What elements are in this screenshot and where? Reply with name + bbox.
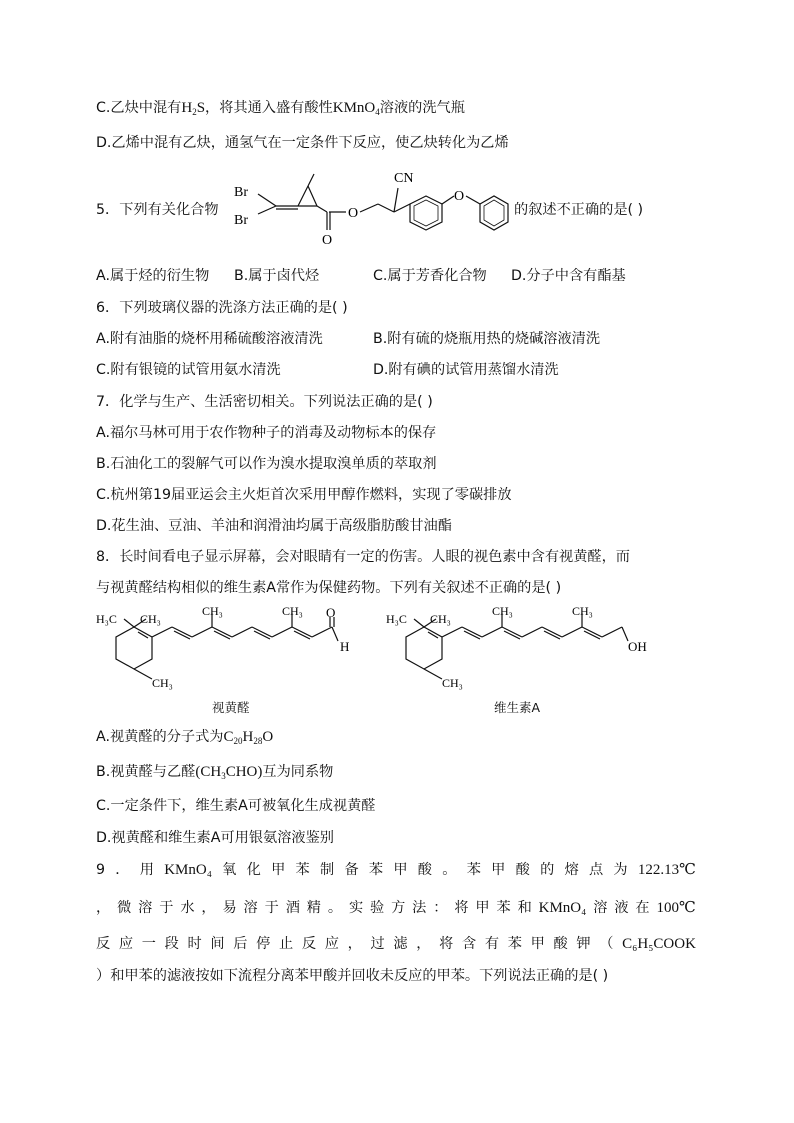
retinal-label-h: H	[340, 639, 350, 654]
q9-l3-t17: 有	[484, 936, 500, 952]
q9-l1-t18: 熔	[564, 862, 579, 878]
q9-l1-t2: 用	[139, 862, 154, 878]
q9-l2-t24: 在	[635, 900, 650, 916]
q9-l3-t5: 间	[210, 936, 225, 952]
q9-l3-t11: ，	[347, 936, 362, 952]
q9-l1-t10: 苯	[368, 862, 384, 878]
q9-l3-t12: 过	[370, 936, 385, 952]
q9-l3-t9: 反	[301, 936, 317, 952]
q7-option-c: C.杭州第19届亚运会主火炬首次采用甲醇作燃料，实现了零碳排放	[96, 487, 512, 503]
q9-l3-t0: 反	[96, 936, 111, 952]
q9-l3-t20: 酸	[553, 936, 568, 952]
mol-label-o-ester: O	[348, 206, 359, 221]
q9-l1-t21: 122.13℃	[637, 862, 696, 878]
q9-l1-t7: 苯	[295, 862, 310, 878]
q9-l3-t10: 应	[324, 936, 339, 952]
q4-option-c: C.乙炔中混有$H_2S$，将其通入盛有酸性KMnO$_4$溶液的洗气瓶	[96, 100, 465, 117]
q9-l2-t1: 微	[117, 900, 132, 916]
mol-label-cn: CN	[394, 171, 414, 186]
q9-l2-t18: 甲	[475, 900, 490, 916]
q6-option-c: C.附有银镜的试管用氨水清洗	[96, 362, 281, 378]
q9-l3-t14: ，	[416, 936, 431, 952]
q9-l2-t6: 易	[222, 900, 237, 916]
q9-l1-t13: 。	[442, 862, 457, 878]
mol-label-br2: Br	[234, 213, 248, 228]
q9-l2-t4: 水	[180, 900, 195, 916]
q8-option-b: B.视黄醛与乙醛$(CH_3CHO)$互为同系物	[96, 764, 334, 781]
q9-l3-t8: 止	[279, 936, 294, 952]
mol-label-o-keto: O	[322, 233, 333, 248]
q9-l3-t18: 苯	[507, 936, 522, 952]
q9-l3-t16: 含	[462, 936, 477, 952]
q9-l3-t13: 滤	[393, 936, 408, 952]
q9-l3-t21: 钾	[576, 936, 591, 952]
q9-l2-t3: 于	[159, 900, 174, 916]
q9-l2-t14: 方	[391, 900, 406, 916]
retinal-label-o: O	[326, 605, 336, 620]
q9-l2-t2: 溶	[138, 900, 153, 916]
q9-l2-t9: 酒	[285, 900, 300, 916]
q9-l2-t13: 验	[370, 900, 385, 916]
q9-line2	[96, 898, 696, 918]
q9-l1-t4: 氧	[222, 862, 237, 878]
retinal-label-ch3a: CH₃	[140, 612, 161, 626]
q9-l1-t15: 甲	[491, 862, 506, 878]
q9-l2-t25: 100℃	[656, 900, 696, 916]
mol-label-o-ether: O	[454, 189, 465, 204]
q9-l1-t17: 的	[540, 862, 555, 878]
q9-l1-t3: KMnO₄	[164, 862, 212, 878]
q9-l3-t19: 甲	[530, 936, 545, 952]
q9-l2-t22: 溶	[593, 900, 608, 916]
q6-option-a: A.附有油脂的烧杯用稀硫酸溶液清洗	[96, 331, 323, 347]
vitamin-a-label-ch3a: CH₃	[430, 612, 451, 626]
q8-option-a: A.视黄醛的分子式为$C_{20}H_{28}O$	[96, 729, 274, 746]
q9-l2-t10: 精	[306, 900, 321, 916]
q9-l2-t17: 将	[454, 900, 469, 916]
q9-l3-t22: （	[599, 936, 614, 952]
q9-l1-t14: 苯	[466, 862, 481, 878]
q9-l1-t19: 点	[588, 862, 604, 878]
q9-l1-t1: ．	[115, 862, 130, 878]
q5-option-d: D.分子中含有酯基	[511, 268, 626, 284]
q8-stem-line1: 8．长时间看电子显示屏幕，会对眼睛有一定的伤害。人眼的视色素中含有视黄醛，而	[96, 549, 630, 565]
mol-label-br1: Br	[234, 185, 248, 200]
retinal-label-ch3b: CH₃	[152, 676, 173, 690]
q8-stem-line2: 与视黄醛结构相似的维生素A常作为保健药物。下列有关叙述不正确的是( )	[96, 580, 562, 596]
q9-l2-t8: 于	[264, 900, 279, 916]
q6-option-b: B.附有硫的烧瓶用热的烧碱溶液清洗	[373, 331, 601, 347]
q9-l2-t5: ，	[201, 900, 216, 916]
q6-option-d: D.附有碘的试管用蒸馏水清洗	[373, 362, 559, 378]
retinal-label-ch3d: CH₃	[282, 605, 303, 618]
q9-l2-t16: ：	[433, 900, 448, 916]
q9-l3-t15: 将	[439, 936, 454, 952]
vitamin-a-structure	[384, 605, 664, 695]
q5-stem-end: 的叙述不正确的是( )	[514, 202, 644, 218]
vitamin-a-label-ch3d: CH₃	[572, 605, 593, 618]
q9-l2-t21: KMnO₄	[538, 900, 587, 916]
q9-line1	[96, 860, 696, 880]
q7-option-b: B.石油化工的裂解气可以作为溴水提取溴单质的萃取剂	[96, 456, 437, 472]
q9-l2-t20: 和	[517, 900, 532, 916]
q7-stem: 7．化学与生产、生活密切相关。下列说法正确的是( )	[96, 394, 433, 410]
q8-option-c: C.一定条件下，维生素A可被氧化生成视黄醛	[96, 798, 376, 814]
q9-l2-t0: ，	[96, 900, 111, 916]
q5-option-c: C.属于芳香化合物	[373, 268, 487, 284]
retinal-caption: 视黄醛	[212, 700, 250, 715]
vitamin-a-caption: 维生素A	[494, 700, 541, 715]
q9-l3-t2: 一	[141, 936, 156, 952]
q9-l3-t7: 停	[256, 936, 271, 952]
q5-option-b: B.属于卤代烃	[234, 268, 320, 284]
q9-l1-t11: 甲	[393, 862, 408, 878]
q5-stem-start: 5．下列有关化合物	[96, 202, 219, 218]
q9-l1-t5: 化	[246, 862, 261, 878]
q9-l1-t6: 甲	[271, 862, 286, 878]
q9-l1-t16: 酸	[515, 862, 530, 878]
retinal-label-ch3c: CH₃	[202, 605, 223, 618]
q9-l1-t8: 制	[319, 862, 335, 878]
q9-l2-t7: 溶	[243, 900, 258, 916]
q8-option-d: D.视黄醛和维生素A可用银氨溶液鉴别	[96, 830, 334, 846]
q6-stem: 6．下列玻璃仪器的洗涤方法正确的是( )	[96, 300, 348, 316]
q9-l3-t4: 时	[187, 936, 202, 952]
q7-option-a: A.福尔马林可用于农作物种子的消毒及动物标本的保存	[96, 425, 437, 441]
q9-l1-t20: 为	[613, 862, 628, 878]
vitamin-a-label-oh: OH	[628, 639, 647, 654]
q9-l2-t23: 液	[614, 900, 629, 916]
q9-line4: ）和甲苯的滤液按如下流程分离苯甲酸并回收未反应的甲苯。下列说法正确的是( )	[96, 968, 609, 984]
q9-l2-t12: 实	[348, 900, 364, 916]
q4-option-d: D.乙烯中混有乙炔，通氢气在一定条件下反应，使乙炔转化为乙烯	[96, 135, 509, 151]
q9-l3-t6: 后	[233, 936, 248, 952]
q9-l3-t1: 应	[118, 936, 134, 952]
q5-molecule-structure	[232, 166, 514, 250]
q9-l1-t0: 9	[96, 862, 106, 878]
vitamin-a-label-ch3c: CH₃	[492, 605, 513, 618]
retinal-label-h3c: H₃C	[96, 612, 117, 626]
q9-l1-t12: 酸	[417, 862, 432, 878]
q9-l2-t11: 。	[327, 900, 343, 916]
q9-l3-t23: C₆H₅COOK	[622, 936, 696, 952]
q7-option-d: D.花生油、豆油、羊油和润滑油均属于高级脂肪酸甘油酯	[96, 518, 452, 534]
q9-l1-t9: 备	[344, 862, 359, 878]
q9-line3	[96, 934, 696, 954]
q5-option-a: A.属于烃的衍生物	[96, 268, 210, 284]
vitamin-a-label-h3c: H₃C	[386, 612, 407, 626]
retinal-structure	[94, 605, 364, 695]
q9-l2-t15: 法	[412, 900, 427, 916]
q9-l2-t19: 苯	[496, 900, 511, 916]
q9-l3-t3: 段	[164, 936, 179, 952]
vitamin-a-label-ch3b: CH₃	[442, 676, 463, 690]
